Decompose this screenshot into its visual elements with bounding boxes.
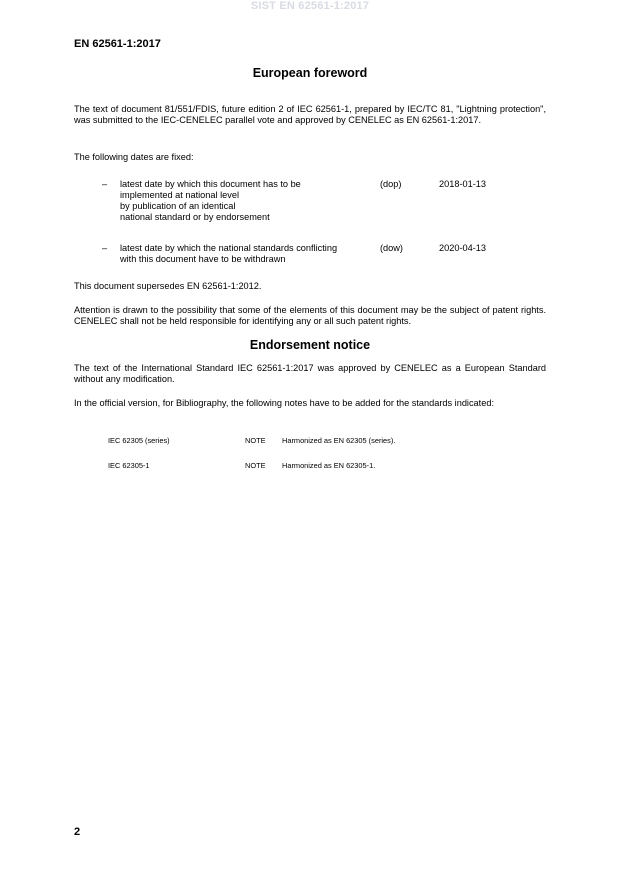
endorsement-paragraph: The text of the International Standard IEC 62561-1:2017 was approved by CENELEC as a European Standard without any modification. (74, 363, 546, 384)
bibliography-paragraph: In the official version, for Bibliography, the following notes have to be added for the standards indicated: (74, 398, 494, 408)
watermark: SIST EN 62561-1:2017 (250, 0, 370, 12)
endorsement-title: Endorsement notice (249, 338, 371, 352)
note-label: NOTE (245, 461, 266, 470)
note-text: Harmonized as EN 62305 (series). (282, 436, 396, 445)
date-item-abbreviation: (dop) (380, 179, 402, 189)
patent-paragraph: Attention is drawn to the possibility that some of the elements of this document may be the subject of patent rights. CENELEC shall not be held responsible for identifying any or all such patent rights. (74, 305, 546, 326)
list-dash: – (102, 243, 108, 253)
date-item-abbreviation: (dow) (380, 243, 403, 253)
date-item-date: 2018-01-13 (439, 179, 486, 189)
date-item-line: latest date by which this document has to be (120, 179, 301, 189)
foreword-title: European foreword (252, 66, 368, 80)
date-item-line: with this document have to be withdrawn (120, 254, 286, 264)
date-item-description (120, 179, 370, 223)
note-standard: IEC 62305-1 (108, 461, 150, 470)
date-item-line: implemented at national level (120, 190, 239, 200)
date-item-line: national standard or by endorsement (120, 212, 270, 222)
foreword-intro-paragraph: The text of document 81/551/FDIS, future edition 2 of IEC 62561-1, prepared by IEC/TC 81, "Lightning protection", was submitted to the IEC-CENELEC parallel vote and approved by CENELEC as EN 62561-1:2017. (74, 104, 546, 125)
supersedes-paragraph: This document supersedes EN 62561-1:2012. (74, 281, 262, 291)
date-item-line: latest date by which the national standards conflicting (120, 243, 338, 253)
document-id-header: EN 62561-1:2017 (74, 38, 161, 50)
page-number: 2 (74, 826, 81, 838)
note-standard: IEC 62305 (series) (108, 436, 170, 445)
date-item-date: 2020-04-13 (439, 243, 486, 253)
dates-intro-paragraph: The following dates are fixed: (74, 152, 194, 162)
note-text: Harmonized as EN 62305-1. (282, 461, 376, 470)
list-dash: – (102, 179, 108, 189)
date-item-description (120, 243, 370, 265)
date-item-line: by publication of an identical (120, 201, 236, 211)
note-label: NOTE (245, 436, 266, 445)
